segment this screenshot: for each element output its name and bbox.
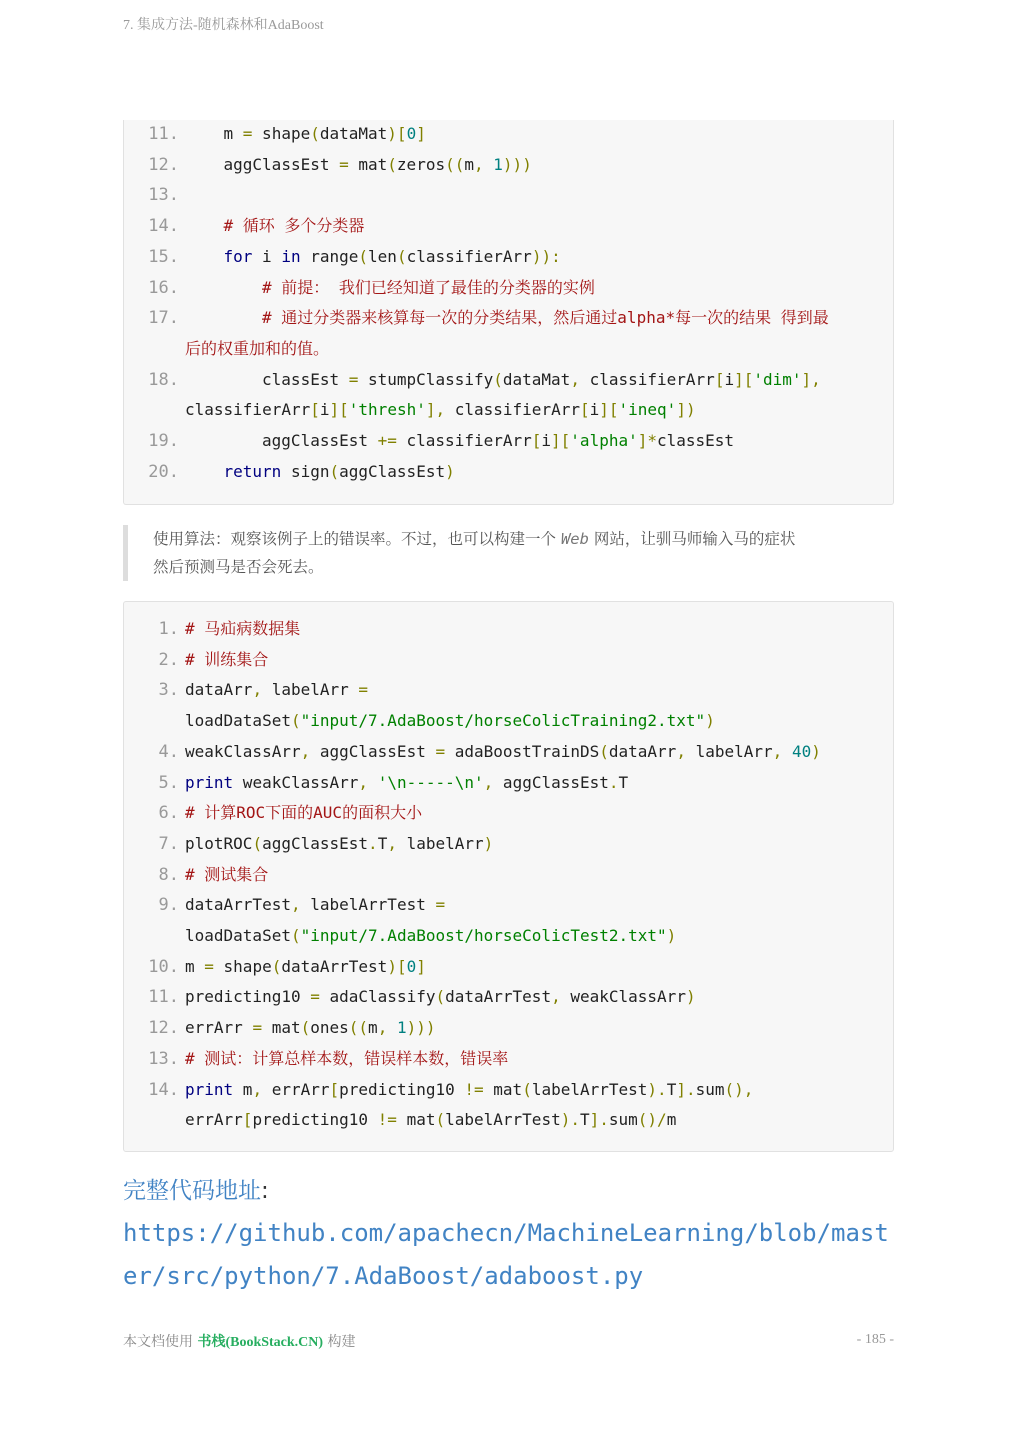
code-text: weakClassArr, aggClassEst = adaBoostTrainDS(dataArr, labelArr, 40) — [185, 741, 821, 761]
line-number: 14. — [148, 1079, 179, 1100]
code-block-bottom — [123, 601, 894, 1152]
code-line — [124, 768, 893, 798]
code-text: # 通过分类器来核算每一次的分类结果，然后通过alpha*每一次的结果 得到最 — [262, 308, 829, 328]
line-number: 13. — [148, 185, 179, 206]
code-line — [124, 829, 893, 859]
code-text: dataArrTest, labelArrTest = — [185, 895, 446, 915]
line-number: 11. — [148, 987, 179, 1008]
line-number: 11. — [148, 124, 179, 144]
full-code-heading-colon: : — [261, 1178, 269, 1204]
line-number: 6. — [158, 803, 179, 824]
code-line — [124, 1013, 893, 1043]
line-number: 13. — [148, 1048, 179, 1069]
code-text: # 前提： 我们已经知道了最佳的分类器的实例 — [262, 277, 595, 297]
code-line — [124, 119, 893, 149]
footer-prefix: 本文档使用 — [123, 1334, 193, 1350]
line-number: 15. — [148, 246, 179, 267]
blockquote-note — [123, 525, 894, 581]
code-text: loadDataSet("input/7.AdaBoost/horseColicTest2.txt") — [185, 926, 677, 945]
code-text: loadDataSet("input/7.AdaBoost/horseColicTraining2.txt") — [185, 711, 715, 731]
bookstack-link[interactable]: 书栈(BookStack.CN) — [197, 1335, 324, 1350]
line-number: 17. — [148, 308, 179, 329]
code-line — [124, 150, 893, 180]
code-line — [124, 211, 893, 241]
line-number: 4. — [158, 741, 179, 762]
quote-line-1 — [153, 525, 894, 553]
page-number: - 185 - — [856, 1332, 894, 1347]
code-line — [124, 365, 893, 395]
line-number: 1. — [158, 619, 179, 639]
line-number: 8. — [158, 864, 179, 885]
full-code-heading-text: 完整代码地址 — [123, 1178, 261, 1204]
code-text: errArr[predicting10 != mat(labelArrTest).T].sum()/m — [185, 1110, 677, 1130]
code-line — [124, 982, 893, 1012]
line-number: 2. — [158, 649, 179, 670]
code-line — [124, 860, 893, 890]
code-text: # 马疝病数据集 — [185, 619, 301, 638]
code-line — [124, 737, 893, 767]
line-number: 7. — [158, 833, 179, 854]
code-text: 后的权重加和的值。 — [185, 338, 330, 358]
code-line — [124, 675, 893, 705]
line-number: 14. — [148, 216, 179, 237]
line-number: 16. — [148, 277, 179, 298]
line-number: 19. — [148, 431, 179, 451]
code-text: dataArr, labelArr = — [185, 680, 369, 700]
line-number: 12. — [148, 1018, 179, 1039]
page-header-title: 7. 集成方法-随机森林和AdaBoost — [123, 18, 324, 33]
code-text: aggClassEst = mat(zeros((m, 1))) — [223, 154, 532, 174]
code-line — [124, 457, 893, 487]
code-line — [124, 395, 893, 425]
code-text: classifierArr[i]['thresh'], classifierArr[i]['ineq']) — [185, 400, 696, 420]
quote-text-before: 使用算法：观察该例子上的错误率。不过，也可以构建一个 — [153, 530, 557, 548]
code-text: errArr = mat(ones((m, 1))) — [185, 1018, 436, 1038]
line-number: 10. — [148, 956, 179, 977]
code-text: m = shape(dataMat)[0] — [223, 124, 426, 143]
code-line — [124, 303, 893, 333]
footer-suffix: 构建 — [327, 1334, 356, 1350]
code-line — [124, 1105, 893, 1135]
code-line — [124, 798, 893, 828]
line-number: 20. — [148, 461, 179, 482]
line-number: 18. — [148, 369, 179, 390]
quote-text-after: 网站，让驯马师输入马的症状 — [593, 530, 796, 548]
code-line — [124, 242, 893, 272]
code-text: plotROC(aggClassEst.T, labelArr) — [185, 833, 494, 853]
code-text: print weakClassArr, '\n-----\n', aggClassEst.T — [185, 772, 629, 792]
code-line — [124, 921, 893, 951]
code-line — [124, 426, 893, 456]
code-line — [124, 614, 893, 644]
code-line — [124, 1075, 893, 1105]
code-line — [124, 706, 893, 736]
full-code-heading — [123, 1172, 269, 1205]
code-text: # 循环 多个分类器 — [223, 216, 365, 236]
code-line — [124, 890, 893, 920]
code-line — [124, 273, 893, 303]
code-text: m = shape(dataArrTest)[0] — [185, 956, 426, 976]
line-number: 3. — [158, 680, 179, 701]
code-text: for i in range(len(classifierArr)): — [223, 246, 561, 266]
line-number: 9. — [158, 895, 179, 916]
code-text: # 训练集合 — [185, 649, 269, 669]
code-line — [124, 180, 893, 210]
code-block-top — [123, 120, 894, 505]
code-text: print m, errArr[predicting10 != mat(labelArrTest).T].sum(), — [185, 1079, 754, 1099]
code-line — [124, 645, 893, 675]
quote-line-2: 然后预测马是否会死去。 — [153, 558, 324, 576]
code-text: # 测试集合 — [185, 864, 269, 884]
code-line — [124, 1044, 893, 1074]
code-text: predicting10 = adaClassify(dataArrTest, weakClassArr) — [185, 987, 696, 1007]
code-text: return sign(aggClassEst) — [223, 461, 455, 481]
github-source-link[interactable]: https://github.com/apachecn/MachineLearning/blob/master/src/python/7.AdaBoost/adaboost.py — [123, 1219, 889, 1290]
line-number: 5. — [158, 772, 179, 793]
code-line — [124, 334, 893, 364]
code-line — [124, 952, 893, 982]
code-text: # 计算ROC下面的AUC的面积大小 — [185, 803, 423, 823]
line-number: 12. — [148, 154, 179, 175]
code-text: # 测试：计算总样本数，错误样本数，错误率 — [185, 1048, 509, 1068]
quote-web-term: Web — [560, 530, 589, 548]
code-text: classEst = stumpClassify(dataMat, classifierArr[i]['dim'], — [262, 369, 821, 389]
code-text: aggClassEst += classifierArr[i]['alpha']*classEst — [262, 431, 735, 450]
footer-credit — [123, 1331, 356, 1351]
